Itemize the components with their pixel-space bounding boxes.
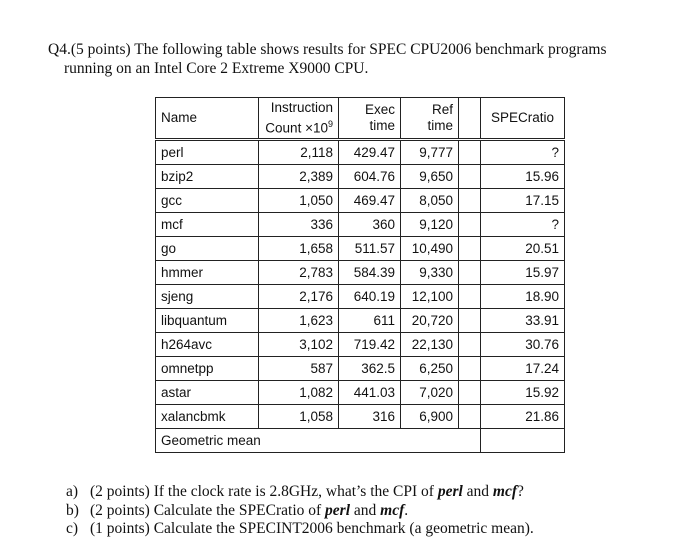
- cell-exec-time: 362.5: [339, 357, 401, 381]
- cell-instruction-count: 1,058: [259, 405, 339, 429]
- cell-ref-time: 12,100: [401, 285, 459, 309]
- cell-spacer: [459, 405, 481, 429]
- question-line-2: running on an Intel Core 2 Extreme X9000 CPU.: [64, 60, 369, 77]
- cell-ref-time: 9,120: [401, 213, 459, 237]
- table-row: [156, 405, 565, 429]
- header-specratio: SPECratio: [481, 98, 565, 140]
- cell-specratio: 18.90: [481, 285, 565, 309]
- cell-spacer: [459, 429, 481, 453]
- cell-ref-time: 7,020: [401, 381, 459, 405]
- cell-name: omnetpp: [156, 357, 259, 381]
- spec-benchmark-table: [155, 97, 565, 453]
- cell-spacer: [459, 237, 481, 261]
- table-header-row: [156, 98, 565, 140]
- cell-name: h264avc: [156, 333, 259, 357]
- cell-spacer: [459, 140, 481, 165]
- cell-instruction-count: 1,082: [259, 381, 339, 405]
- table-row: [156, 189, 565, 213]
- header-name: Name: [156, 98, 259, 140]
- cell-ref-time: 10,490: [401, 237, 459, 261]
- header-ref-time: Ref time: [401, 98, 459, 140]
- cell-spacer: [459, 261, 481, 285]
- cell-instruction-count: 2,176: [259, 285, 339, 309]
- cell-ref-time: 8,050: [401, 189, 459, 213]
- cell-specratio: 15.92: [481, 381, 565, 405]
- subquestions: [66, 483, 534, 539]
- cell-exec-time: 511.57: [339, 237, 401, 261]
- cell-exec-time: 469.47: [339, 189, 401, 213]
- cell-specratio: ?: [481, 140, 565, 165]
- cell-instruction-count: 336: [259, 213, 339, 237]
- subquestion-bold-term: mcf: [380, 501, 405, 519]
- cell-specratio: 15.97: [481, 261, 565, 285]
- cell-exec-time: 429.47: [339, 140, 401, 165]
- cell-name: sjeng: [156, 285, 259, 309]
- subquestion-b: [66, 502, 534, 521]
- cell-spacer: [459, 213, 481, 237]
- table-row: [156, 237, 565, 261]
- cell-exec-time: 360: [339, 213, 401, 237]
- geometric-mean-label: Geometric mean: [156, 429, 459, 453]
- subquestion-bold-term: perl: [325, 501, 351, 519]
- subquestion-text: and: [462, 483, 493, 500]
- cell-specratio: 17.24: [481, 357, 565, 381]
- question-text: [48, 40, 688, 78]
- cell-ref-time: 9,777: [401, 140, 459, 165]
- cell-specratio: 21.86: [481, 405, 565, 429]
- table-row: [156, 213, 565, 237]
- cell-instruction-count: 2,118: [259, 140, 339, 165]
- question-line-1: Q4.(5 points) The following table shows results for SPEC CPU2006 benchmark programs: [48, 41, 607, 58]
- subquestion-text: ?: [517, 483, 524, 500]
- cell-name: astar: [156, 381, 259, 405]
- geometric-mean-value: [481, 429, 565, 453]
- cell-ref-time: 9,650: [401, 165, 459, 189]
- cell-name: xalancbmk: [156, 405, 259, 429]
- subquestion-label: b): [66, 501, 79, 519]
- cell-instruction-count: 2,783: [259, 261, 339, 285]
- cell-exec-time: 441.03: [339, 381, 401, 405]
- cell-exec-time: 584.39: [339, 261, 401, 285]
- cell-spacer: [459, 357, 481, 381]
- cell-name: bzip2: [156, 165, 259, 189]
- cell-instruction-count: 1,050: [259, 189, 339, 213]
- subquestion-text: (1 points) Calculate the SPECINT2006 benchmark (a geometric mean).: [90, 520, 534, 537]
- table-row: [156, 309, 565, 333]
- subquestion-text: .: [404, 501, 409, 519]
- cell-ref-time: 6,900: [401, 405, 459, 429]
- cell-instruction-count: 2,389: [259, 165, 339, 189]
- subquestion-label: c): [66, 520, 79, 537]
- cell-name: go: [156, 237, 259, 261]
- subquestion-a: [66, 483, 534, 502]
- cell-ref-time: 9,330: [401, 261, 459, 285]
- header-spacer: [459, 98, 481, 140]
- table-row: [156, 381, 565, 405]
- cell-name: mcf: [156, 213, 259, 237]
- subquestion-label: a): [66, 483, 79, 500]
- cell-spacer: [459, 333, 481, 357]
- cell-spacer: [459, 189, 481, 213]
- subquestion-text: and: [350, 501, 381, 519]
- cell-exec-time: 719.42: [339, 333, 401, 357]
- cell-specratio: 33.91: [481, 309, 565, 333]
- header-instruction-count: Instruction Count $\times 10^9$: [259, 98, 339, 140]
- geometric-mean-row: [156, 429, 565, 453]
- cell-name: libquantum: [156, 309, 259, 333]
- cell-instruction-count: 3,102: [259, 333, 339, 357]
- table-row: [156, 165, 565, 189]
- header-exec-time: Exec time: [339, 98, 401, 140]
- cell-instruction-count: 587: [259, 357, 339, 381]
- subquestion-bold-term: mcf: [492, 483, 518, 500]
- cell-ref-time: 20,720: [401, 309, 459, 333]
- cell-ref-time: 6,250: [401, 357, 459, 381]
- cell-exec-time: 611: [339, 309, 401, 333]
- cell-exec-time: 640.19: [339, 285, 401, 309]
- cell-specratio: ?: [481, 213, 565, 237]
- cell-name: hmmer: [156, 261, 259, 285]
- cell-name: perl: [156, 140, 259, 165]
- cell-instruction-count: 1,658: [259, 237, 339, 261]
- cell-specratio: 30.76: [481, 333, 565, 357]
- cell-name: gcc: [156, 189, 259, 213]
- table-row: [156, 140, 565, 165]
- table-row: [156, 357, 565, 381]
- cell-spacer: [459, 309, 481, 333]
- cell-specratio: 17.15: [481, 189, 565, 213]
- cell-spacer: [459, 165, 481, 189]
- subquestion-text: (2 points) If the clock rate is 2.8GHz, what’s the CPI of: [90, 483, 438, 500]
- subquestion-text: (2 points) Calculate the SPECratio of: [90, 501, 326, 519]
- table-row: [156, 261, 565, 285]
- cell-specratio: 20.51: [481, 237, 565, 261]
- table-row: [156, 333, 565, 357]
- cell-specratio: 15.96: [481, 165, 565, 189]
- cell-exec-time: 316: [339, 405, 401, 429]
- subquestion-c: [66, 520, 534, 539]
- cell-ref-time: 22,130: [401, 333, 459, 357]
- cell-spacer: [459, 285, 481, 309]
- table-row: [156, 285, 565, 309]
- cell-exec-time: 604.76: [339, 165, 401, 189]
- cell-instruction-count: 1,623: [259, 309, 339, 333]
- cell-spacer: [459, 381, 481, 405]
- subquestion-bold-term: perl: [437, 483, 463, 500]
